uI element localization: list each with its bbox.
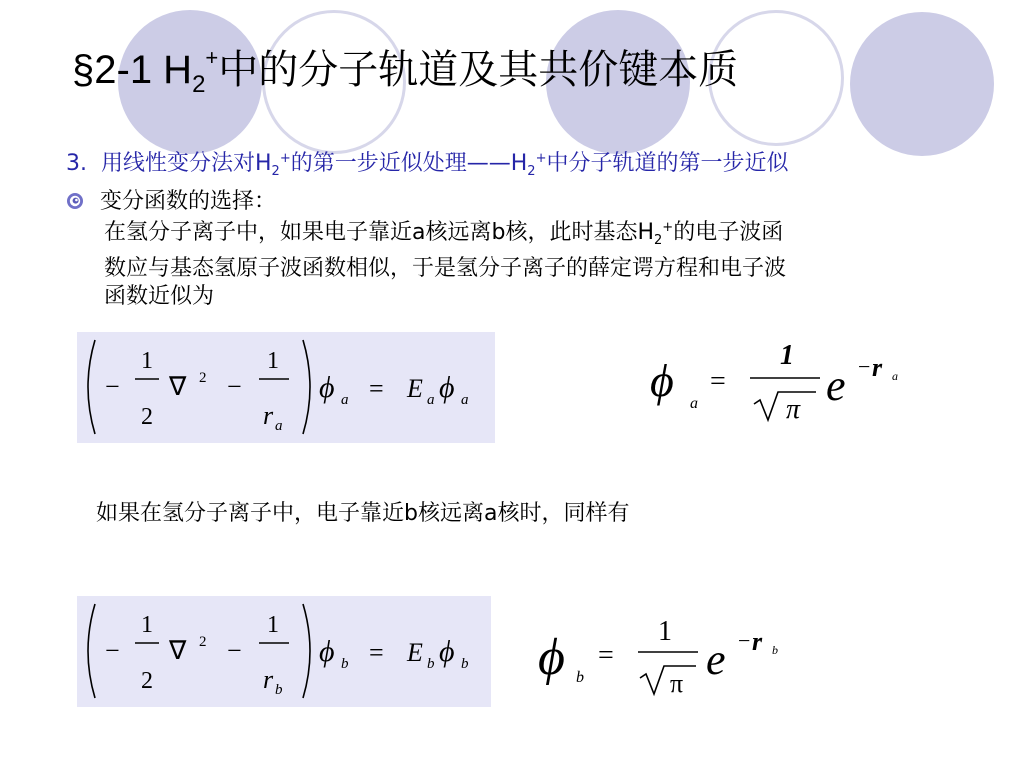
svg-text:∇: ∇ — [169, 636, 187, 665]
bullet-item — [66, 184, 276, 215]
svg-text:1: 1 — [780, 340, 794, 371]
svg-text:1: 1 — [267, 612, 279, 638]
schrodinger-equation-a — [77, 332, 495, 443]
para-line-1: 在氢分子离子中，如果电子靠近a核远离b核，此时基态$H_2^+$的电子波函 — [104, 220, 784, 248]
section-heading: 3. 用线性变分法对$H_2^+$的第一步近似处理$——H_2^+$中分子轨道的第一步近似 — [66, 151, 789, 179]
svg-text:ϕ: ϕ — [319, 371, 335, 404]
svg-text:ϕ: ϕ — [439, 635, 455, 668]
svg-text:r: r — [263, 665, 274, 694]
svg-text:2: 2 — [199, 634, 207, 650]
svg-text:π: π — [670, 669, 684, 698]
svg-text:π: π — [786, 394, 801, 425]
svg-text:b: b — [576, 669, 584, 686]
svg-text:ϕ: ϕ — [439, 371, 455, 404]
equation-b-svg — [77, 596, 491, 707]
bullet-text: 变分函数的选择： — [100, 189, 277, 214]
svg-text:−: − — [738, 628, 751, 653]
svg-text:=: = — [369, 638, 384, 667]
schrodinger-equation-b — [77, 596, 491, 707]
svg-text:2: 2 — [141, 404, 153, 430]
svg-text:2: 2 — [199, 370, 207, 386]
svg-text:a: a — [690, 395, 698, 412]
wavefunction-a — [640, 330, 920, 430]
svg-text:a: a — [892, 369, 898, 383]
svg-text:1: 1 — [267, 348, 279, 374]
svg-text:b: b — [427, 656, 435, 672]
svg-text:b: b — [461, 656, 469, 672]
svg-text:a: a — [461, 392, 469, 408]
svg-text:a: a — [427, 392, 435, 408]
wavefunction-b — [528, 600, 808, 700]
svg-text:e: e — [706, 635, 726, 684]
svg-text:a: a — [341, 392, 349, 408]
svg-text:−: − — [858, 354, 871, 379]
para-line-2: 数应与基态氢原子波函数相似，于是氢分子离子的薛定谔方程和电子波 — [104, 256, 787, 281]
svg-text:a: a — [275, 418, 283, 434]
heading-number: 3. — [66, 151, 87, 176]
svg-text:−: − — [105, 372, 120, 401]
svg-text:=: = — [369, 374, 384, 403]
svg-text:−: − — [105, 636, 120, 665]
svg-text:r: r — [752, 627, 763, 656]
svg-text:e: e — [826, 361, 846, 410]
middle-text: 如果在氢分子离子中，电子靠近b核远离a核时，同样有 — [96, 501, 630, 526]
decor-circle-3 — [850, 12, 994, 156]
equation-a-svg — [77, 332, 495, 443]
svg-text:r: r — [263, 401, 274, 430]
svg-text:∇: ∇ — [169, 372, 187, 401]
swirl-bullet-icon — [66, 192, 84, 210]
svg-text:−: − — [227, 636, 242, 665]
svg-text:=: = — [710, 366, 726, 397]
svg-text:E: E — [407, 374, 423, 403]
para-line-3: 函数近似为 — [104, 284, 215, 309]
svg-text:1: 1 — [141, 612, 153, 638]
svg-text:b: b — [772, 643, 778, 657]
svg-text:b: b — [341, 656, 349, 672]
svg-text:E: E — [407, 638, 423, 667]
svg-text:−: − — [227, 372, 242, 401]
svg-text:ϕ: ϕ — [538, 629, 565, 686]
svg-text:2: 2 — [141, 668, 153, 694]
svg-text:1: 1 — [658, 616, 672, 647]
page-title: §2-1 $H_2^+$中的分子轨道及其共价键本质 — [72, 45, 739, 98]
svg-text:1: 1 — [141, 348, 153, 374]
svg-text:b: b — [275, 682, 283, 698]
svg-text:r: r — [872, 353, 883, 382]
svg-text:ϕ: ϕ — [650, 355, 674, 406]
body-paragraph — [104, 214, 996, 311]
svg-text:ϕ: ϕ — [319, 635, 335, 668]
svg-text:=: = — [598, 640, 614, 671]
